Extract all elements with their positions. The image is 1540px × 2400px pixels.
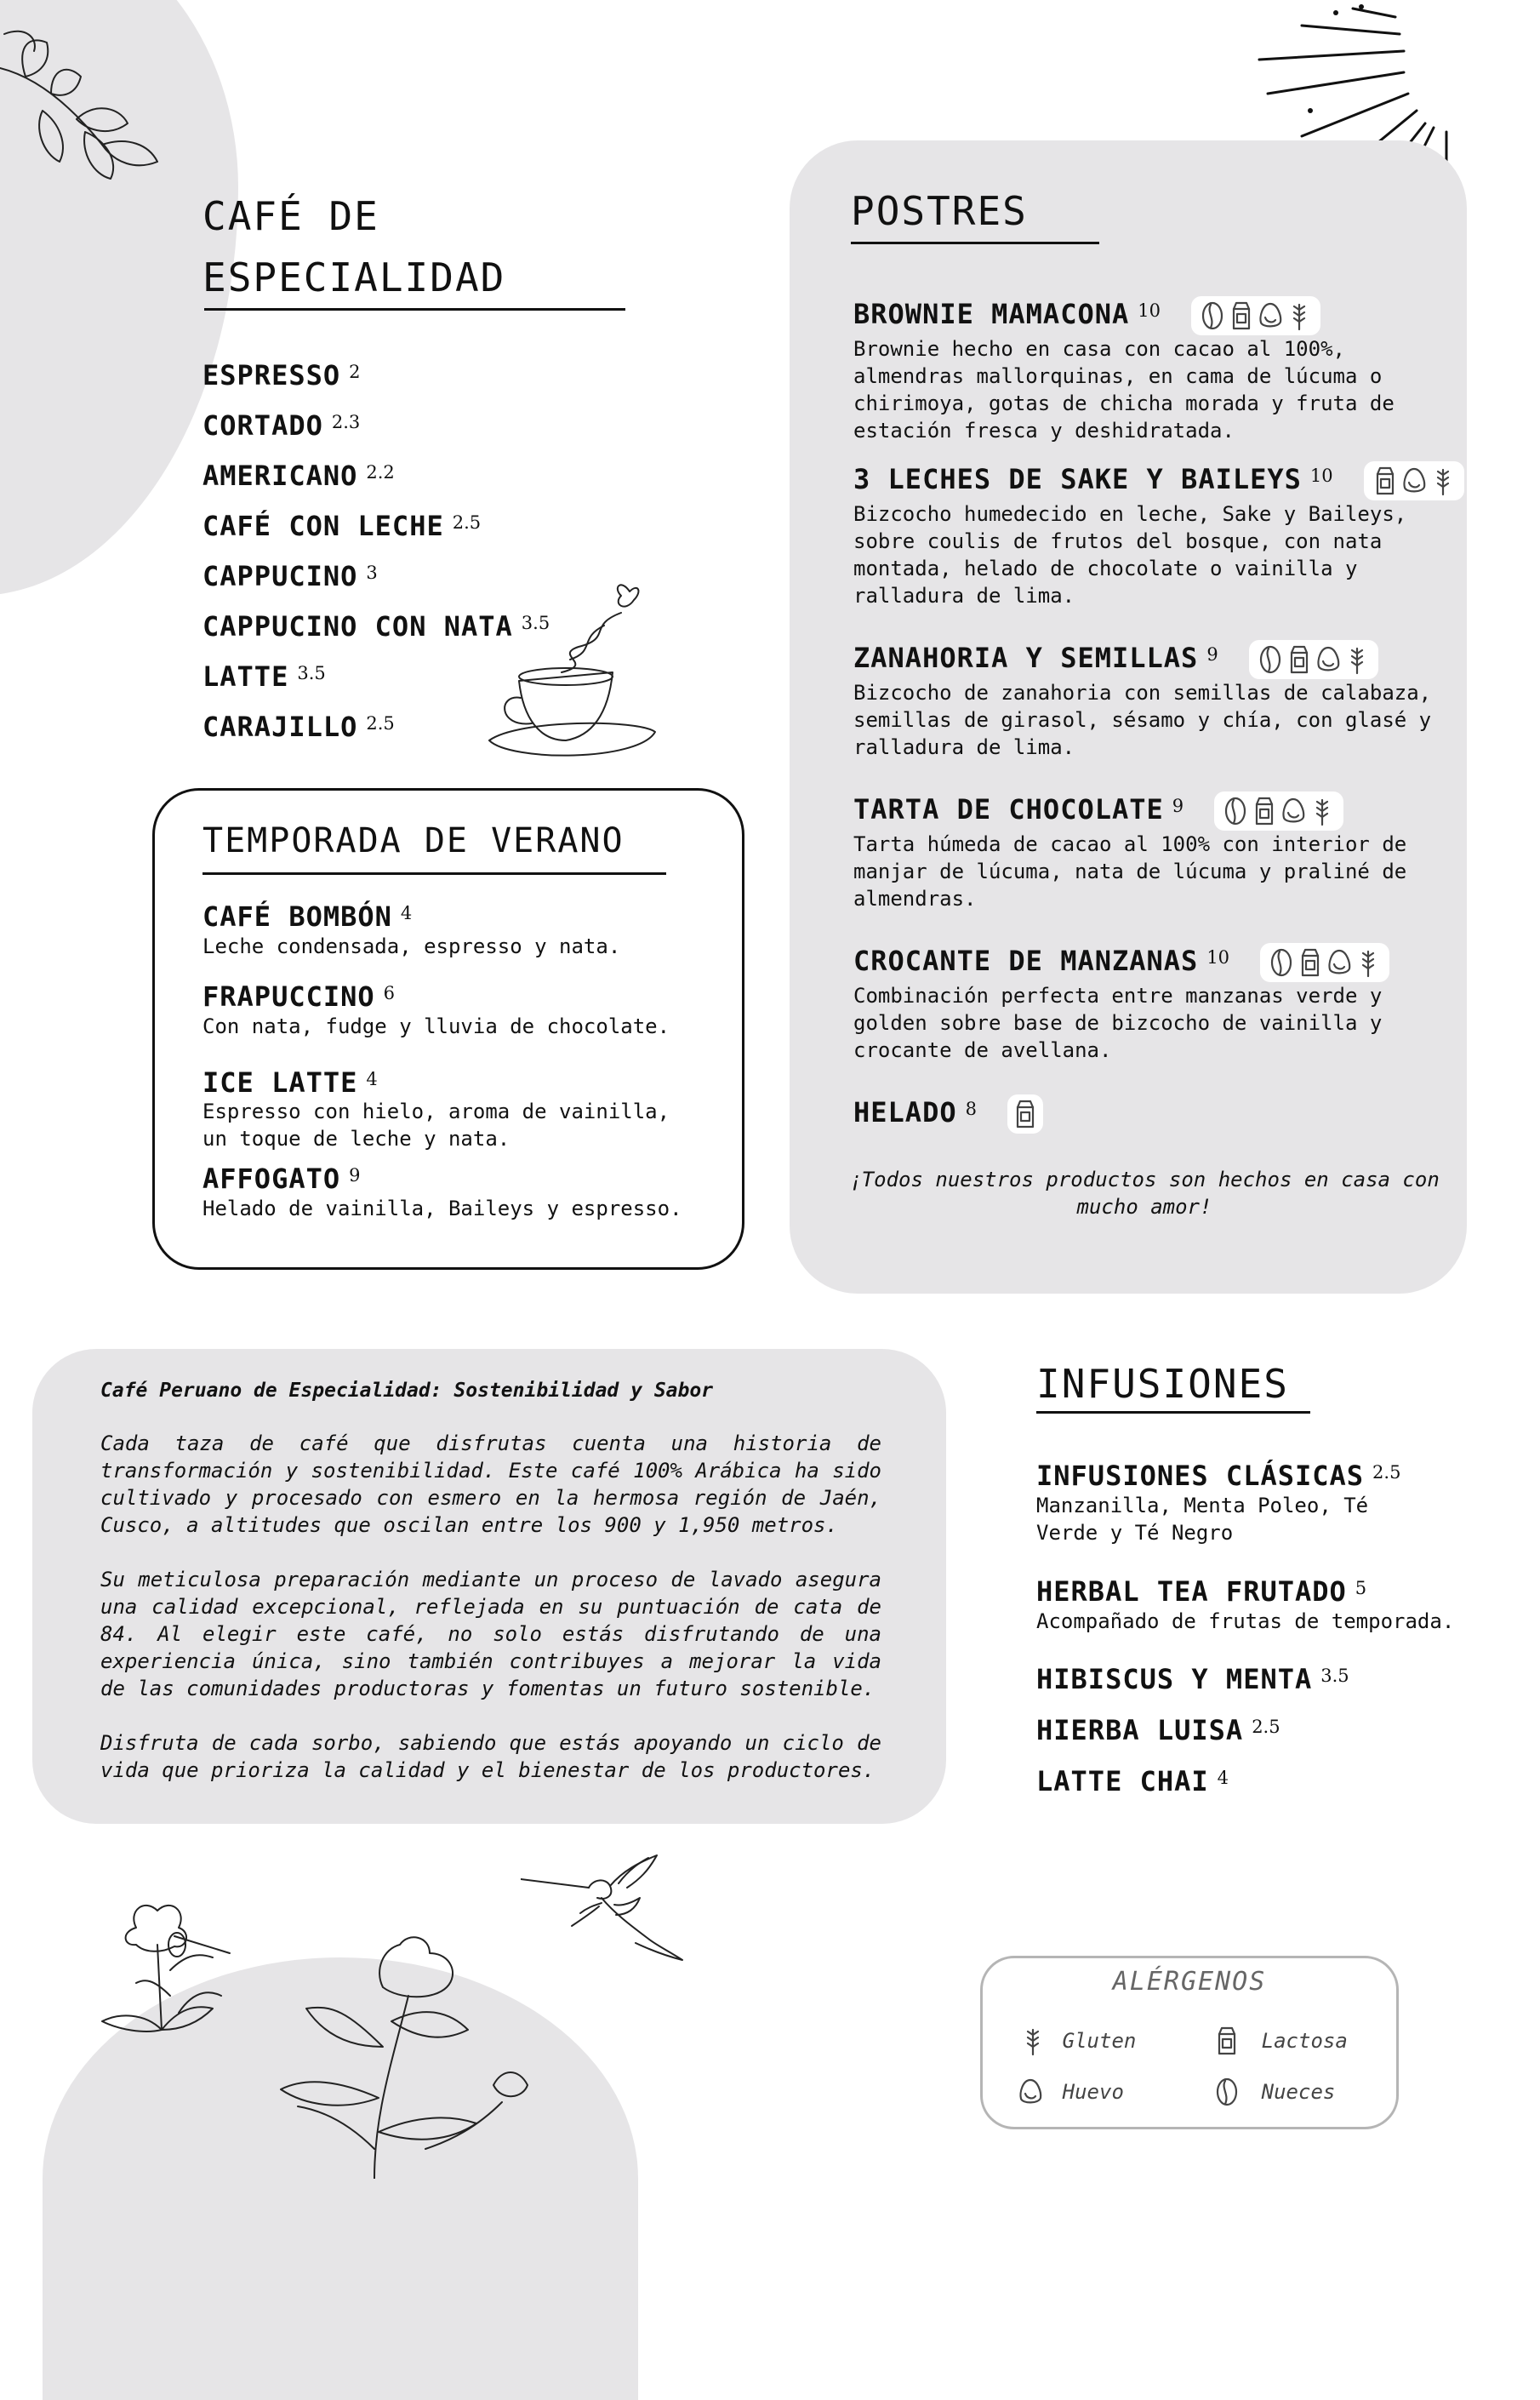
item-name: INFUSIONES CLÁSICAS	[1036, 1460, 1365, 1492]
lactose-icon	[1214, 2025, 1240, 2057]
item-price: 3.5	[297, 663, 326, 683]
allergen-badges	[1191, 296, 1320, 335]
menu-item: CAPPUCINO $^3$	[202, 560, 378, 592]
item-price: 2.2	[366, 462, 395, 483]
menu-item	[853, 296, 1466, 461]
cafe-title-line2: ESPECIALIDAD	[202, 254, 506, 300]
item-name: FRAPUCCINO	[202, 980, 375, 1013]
egg-icon	[1258, 300, 1283, 332]
item-price: 2.3	[331, 412, 361, 432]
gluten-icon	[1020, 2025, 1046, 2057]
allergen-label: Gluten	[1062, 2029, 1137, 2053]
lactose-icon	[1012, 1098, 1038, 1130]
about-paragraph: Su meticulosa preparación mediante un proceso de lavado asegura una calidad excepcional, reflejada en su puntuación de cata de 84. Al elegir este café, no solo estás disfrutando de una experiencia única, sino también contribuyes a mejorar la vida de las comunidades productoras y fomentas un futuro sostenible.	[100, 1568, 881, 1700]
allergens-legend	[980, 1956, 1399, 2129]
menu-item	[1036, 1460, 1454, 1575]
menu-item	[853, 791, 1466, 943]
gluten-icon	[1355, 946, 1381, 979]
item-name: HERBAL TEA FRUTADO	[1036, 1575, 1347, 1608]
item-name: CAFÉ BOMBÓN	[202, 900, 392, 933]
postres-footer-note: ¡Todos nuestros productos son hechos en casa con mucho amor!	[849, 1168, 1440, 1219]
lactose-icon	[1229, 300, 1254, 332]
menu-item	[1036, 1663, 1454, 1714]
menu-item	[202, 900, 682, 980]
item-name: AFFOGATO	[202, 1163, 341, 1195]
nuts-icon	[1214, 2076, 1240, 2108]
nuts-icon	[1200, 300, 1225, 332]
egg-icon	[1315, 643, 1341, 676]
menu-item	[202, 1163, 682, 1222]
gluten-icon	[1286, 300, 1312, 332]
allergens-title: ALÉRGENOS	[1112, 1967, 1267, 1997]
item-name: BROWNIE MAMACONA	[853, 298, 1130, 330]
verano-menu-list	[202, 900, 682, 1222]
item-price: 9	[349, 1165, 361, 1186]
item-name: HIBISCUS Y MENTA	[1036, 1663, 1313, 1695]
item-name: HIERBA LUISA	[1036, 1714, 1244, 1746]
postres-title-rule	[851, 242, 1099, 244]
infusiones-title-rule	[1036, 1411, 1310, 1414]
nuts-icon	[1269, 946, 1294, 979]
item-price: 8	[965, 1099, 977, 1119]
menu-item	[1036, 1575, 1454, 1663]
item-description: Combinación perfecta entre manzanas verde y golden sobre base de bizcocho de vainilla y crocante de avellana.	[853, 984, 1383, 1062]
menu-item: CORTADO $^{2.3}$	[202, 409, 361, 442]
item-price: 10	[1206, 947, 1230, 968]
about-title: Café Peruano de Especialidad: Sostenibilidad y Sabor	[100, 1380, 714, 1402]
allergen-badges	[1260, 943, 1389, 982]
about-paragraph: Cada taza de café que disfrutas cuenta una historia de transformación y sostenibilidad. Este café 100% Arábica ha sido cultivado y procesado con esmero en la hermosa región de Jaén, Cusco, a altitudes que oscilan entre los 900 y 1,950 metros.	[100, 1431, 881, 1537]
verano-title: TEMPORADA DE VERANO	[202, 821, 625, 860]
item-name: LATTE CHAI	[1036, 1765, 1209, 1797]
item-price: 2	[349, 362, 361, 382]
menu-item	[853, 943, 1466, 1094]
item-name: TARTA DE CHOCOLATE	[853, 793, 1164, 826]
lactose-icon	[1372, 465, 1398, 497]
gluten-icon	[1309, 795, 1335, 827]
item-price: 6	[383, 983, 396, 1003]
about-text	[100, 1377, 881, 1784]
menu-item	[202, 980, 682, 1064]
menu-item: CARAJILLO $^{2.5}$	[202, 711, 395, 743]
menu-item	[202, 1064, 682, 1163]
menu-item: ESPRESSO $^2$	[202, 359, 361, 391]
egg-icon	[1280, 795, 1306, 827]
leaf-branch-icon	[0, 17, 170, 187]
egg-icon	[1015, 2076, 1046, 2108]
item-price: 2.5	[366, 713, 395, 734]
item-price: 2.5	[1372, 1462, 1401, 1483]
item-price: 9	[1172, 796, 1184, 816]
allergen-badges	[1249, 640, 1378, 679]
item-price: 4	[400, 903, 413, 923]
menu-item	[1036, 1765, 1454, 1816]
item-price: 3.5	[1320, 1666, 1349, 1686]
menu-item: CAFÉ CON LECHE $^{2.5}$	[202, 510, 482, 542]
verano-title-rule	[202, 872, 666, 875]
gluten-icon	[1344, 643, 1370, 676]
allergen-badges	[1214, 791, 1343, 831]
postres-menu-list	[853, 296, 1466, 1134]
menu-item	[1036, 1714, 1454, 1765]
allergen-badges	[1007, 1094, 1043, 1134]
item-description: Acompañado de frutas de temporada.	[1036, 1609, 1455, 1633]
menu-item: CAPPUCINO CON NATA $^{3.5}$	[202, 610, 550, 643]
item-name: CROCANTE DE MANZANAS	[853, 945, 1199, 977]
allergen-entry	[1015, 2076, 1124, 2108]
item-description: Tarta húmeda de cacao al 100% con interior de manjar de lúcuma, nata de lúcuma y praliné de almendras.	[853, 832, 1407, 911]
cafe-title-line1: CAFÉ DE	[202, 193, 379, 239]
allergen-entry	[1214, 2025, 1348, 2057]
item-price: 3.5	[521, 613, 550, 633]
infusiones-title: INFUSIONES	[1036, 1361, 1289, 1407]
allergen-badges	[1364, 461, 1464, 500]
menu-item	[853, 640, 1466, 791]
item-price: 10	[1138, 300, 1161, 321]
nuts-icon	[1258, 643, 1283, 676]
item-name: HELADO	[853, 1096, 957, 1129]
menu-item	[853, 461, 1466, 640]
allergen-label: Huevo	[1062, 2080, 1124, 2104]
item-price: 9	[1206, 644, 1218, 665]
item-description: Con nata, fudge y lluvia de chocolate.	[202, 1014, 670, 1038]
item-price: 2.5	[1252, 1717, 1280, 1737]
item-description: Leche condensada, espresso y nata.	[202, 934, 621, 958]
menu-item: AMERICANO $^{2.2}$	[202, 460, 395, 492]
gluten-icon	[1430, 465, 1456, 497]
item-price: 5	[1355, 1578, 1367, 1598]
item-description: Bizcocho de zanahoria con semillas de calabaza, semillas de girasol, sésamo y chía, con glasé y ralladura de lima.	[853, 681, 1432, 759]
item-description: Helado de vainilla, Baileys y espresso.	[202, 1197, 682, 1220]
egg-icon	[1326, 946, 1352, 979]
flowers-illustration-icon	[51, 1894, 562, 2179]
item-price: 4	[366, 1069, 378, 1089]
coffee-cup-icon	[485, 579, 672, 766]
egg-icon	[1401, 465, 1427, 497]
item-price: 10	[1309, 466, 1333, 486]
item-name: ICE LATTE	[202, 1066, 358, 1099]
lactose-icon	[1252, 795, 1277, 827]
item-description: Brownie hecho en casa con cacao al 100%, almendras mallorquinas, en cama de lúcuma o chirimoya, gotas de chicha morada y fruta de estación fresca y deshidratada.	[853, 337, 1395, 443]
about-paragraph: Disfruta de cada sorbo, sabiendo que estás apoyando un ciclo de vida que prioriza la calidad y el bienestar de los productores.	[100, 1731, 881, 1782]
lactose-icon	[1298, 946, 1323, 979]
allergen-entry	[1214, 2076, 1335, 2108]
allergen-label: Lactosa	[1261, 2029, 1348, 2053]
cafe-section-title	[202, 186, 505, 308]
item-price: 3	[366, 563, 378, 583]
nuts-icon	[1223, 795, 1248, 827]
postres-title: POSTRES	[851, 188, 1028, 234]
item-description: Espresso con hielo, aroma de vainilla, un toque de leche y nata.	[202, 1100, 670, 1151]
menu-item	[853, 1094, 1466, 1134]
item-description: Manzanilla, Menta Poleo, Té Verde y Té Negro	[1036, 1494, 1369, 1545]
allergen-label: Nueces	[1261, 2080, 1336, 2104]
menu-item: LATTE $^{3.5}$	[202, 660, 326, 693]
item-name: 3 LECHES DE SAKE Y BAILEYS	[853, 463, 1302, 495]
allergen-entry	[1020, 2025, 1136, 2057]
cafe-title-rule	[204, 308, 625, 311]
infusiones-menu-list	[1036, 1460, 1454, 1816]
item-price: 2.5	[452, 512, 482, 533]
item-name: ZANAHORIA Y SEMILLAS	[853, 642, 1199, 674]
item-description: Bizcocho humedecido en leche, Sake y Baileys, sobre coulis de frutos del bosque, con nata montada, helado de chocolate o vainilla y ralladura de lima.	[853, 502, 1407, 608]
item-price: 4	[1217, 1768, 1229, 1788]
lactose-icon	[1286, 643, 1312, 676]
